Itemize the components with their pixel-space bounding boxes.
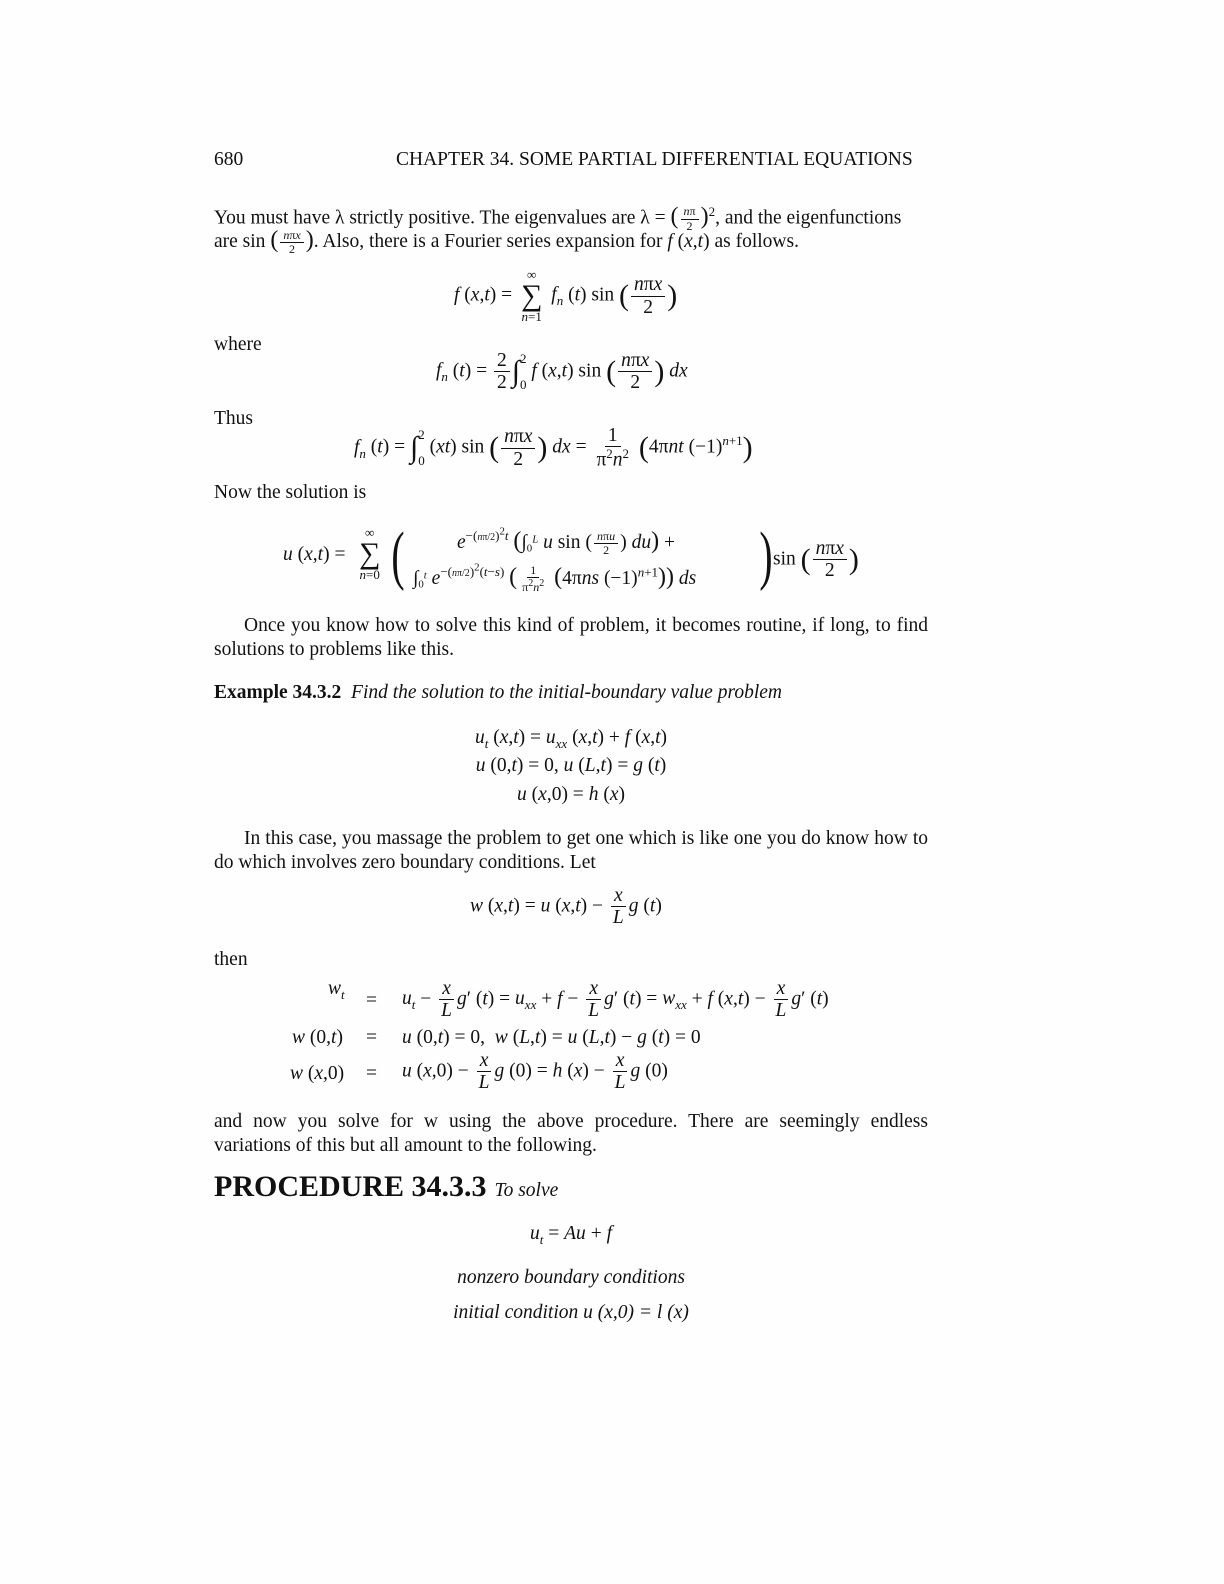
example-label: Example 34.3.2 <box>214 682 342 703</box>
fourier-series-equation: f (x,t) = ∞ ∑ n=1 $f_n$ (t) sin ( $\frac{\text{nπx}}{2}$ ) <box>454 267 678 324</box>
procedure-heading <box>214 1170 558 1204</box>
where-label: where <box>214 334 262 355</box>
intro-line-2: are sin ( $\frac{\text{nπx}}{2}$ ). Also, there is a Fourier series expansion for f (x,t) as follows. <box>214 227 799 257</box>
w-system-rhs-3: u (x,0) − $\frac{x}{L}$ g (0) = h (x) − $\frac{x}{L}$ g (0) <box>402 1050 668 1094</box>
w-definition-equation: w (x,t) = u (x,t) − $\frac{x}{L}$ g (t) <box>470 885 662 929</box>
now-solution-label: Now the solution is <box>214 482 367 503</box>
routine-paragraph: Once you know how to solve this kind of problem, it becomes routine, if long, to find solutions to problems like this. <box>214 615 928 660</box>
intro-text-c: are sin <box>214 231 266 252</box>
chapter-title: CHAPTER 34. SOME PARTIAL DIFFERENTIAL EQUATIONS <box>396 149 913 170</box>
initial-condition-line: initial condition u (x,0) = l (x) <box>453 1302 689 1323</box>
page-number: 680 <box>214 149 244 170</box>
w-system-eq-sign-2: = <box>366 1027 377 1048</box>
nonzero-bc-line: nonzero boundary conditions <box>457 1267 685 1288</box>
ibvp-equation-3: u (x,0) = h (x) <box>517 784 625 805</box>
example-heading <box>214 681 782 705</box>
w-system-rhs-2: u (0,t) = 0, w (L,t) = u (L,t) − g (t) = 0 <box>402 1027 701 1048</box>
procedure-equation: $u_t = Au + f$ <box>530 1223 612 1247</box>
w-system-eq-sign-1: = <box>366 990 377 1011</box>
ibvp-equation-1: $u_t$ $(x,t) = u_{xx}$ (x,t) + f (x,t) <box>474 727 668 751</box>
w-system-eq-sign-3: = <box>366 1063 377 1084</box>
w-system-row-2: w (0,t) <box>292 1027 343 1048</box>
then-label: then <box>214 949 248 970</box>
procedure-title: PROCEDURE 34.3.3 <box>214 1170 487 1203</box>
massage-paragraph: In this case, you massage the problem to get one which is like one you do know how to do which involves zero boundary conditions. Let <box>214 828 928 873</box>
thus-label: Thus <box>214 408 253 429</box>
intro-text-b: , and the eigenfunctions <box>715 207 902 229</box>
w-system-rhs-1: $u_t$ − $\frac{x}{L}$ g′ $(t) = u_{xx} + f$ − $\frac{x}{L}$ g′ $(t) = w_{xx} + f$ (x,t) − $\frac{x}{L}$ g′ (t) <box>402 978 829 1022</box>
variations-paragraph: and now you solve for w using the above procedure. There are seemingly endless variations of this but all amount to the following. <box>214 1111 928 1156</box>
intro-text-d: . Also, there is a Fourier series expansion for <box>313 231 668 252</box>
intro-text-e: as follows. <box>709 231 799 252</box>
intro-text-a: You must have λ strictly positive. The eigenvalues are λ = <box>214 207 671 229</box>
example-text: Find the solution to the initial-boundary value problem <box>351 682 782 703</box>
w-system-row-3: w (x,0) <box>290 1063 345 1084</box>
w-system-row-1: $w_t$ <box>328 978 345 1002</box>
fn-coefficient-equation: $f_n$ (t) = $\frac{2}{2}$ ∫ 2 0 f (x,t) sin ( $\frac{\text{nπx}}{2}$ ) dx <box>436 350 688 394</box>
fn-evaluated-equation: $f_n$ (t) = ∫ 2 0 (xt) sin ( $\frac{\text{nπx}}{2}$ ) dx = $\frac{1}{\pi^2n^2}$ (4πnt $(-1)^{n+1}$) <box>354 425 753 471</box>
intro-line-1: You must have λ strictly positive. The eigenvalues are λ = ( $\frac{n\pi}{2}$ )$^2$, and the eigenfunctions <box>214 203 902 233</box>
ibvp-equation-2: u (0,t) = 0, u (L,t) = g (t) <box>475 755 667 776</box>
procedure-subtitle: To solve <box>494 1180 559 1201</box>
solution-equation: u (x,t) = ∞ ∑ n=0 ( $e^{-(n\pi/2)^2t}$ ($\int_0^L$ u sin ( $\frac{\text{nπu}}{2}$ ) du) + $\int_0^t$ $e^{-(n\pi/2)^2(t-s)}$ ( $\frac{1}{\pi^2n^2}$ (4πns $(-1)^{n+1}$)) ds ) sin ( $\frac{\text{nπx}}{2}$ ) <box>283 519 859 595</box>
